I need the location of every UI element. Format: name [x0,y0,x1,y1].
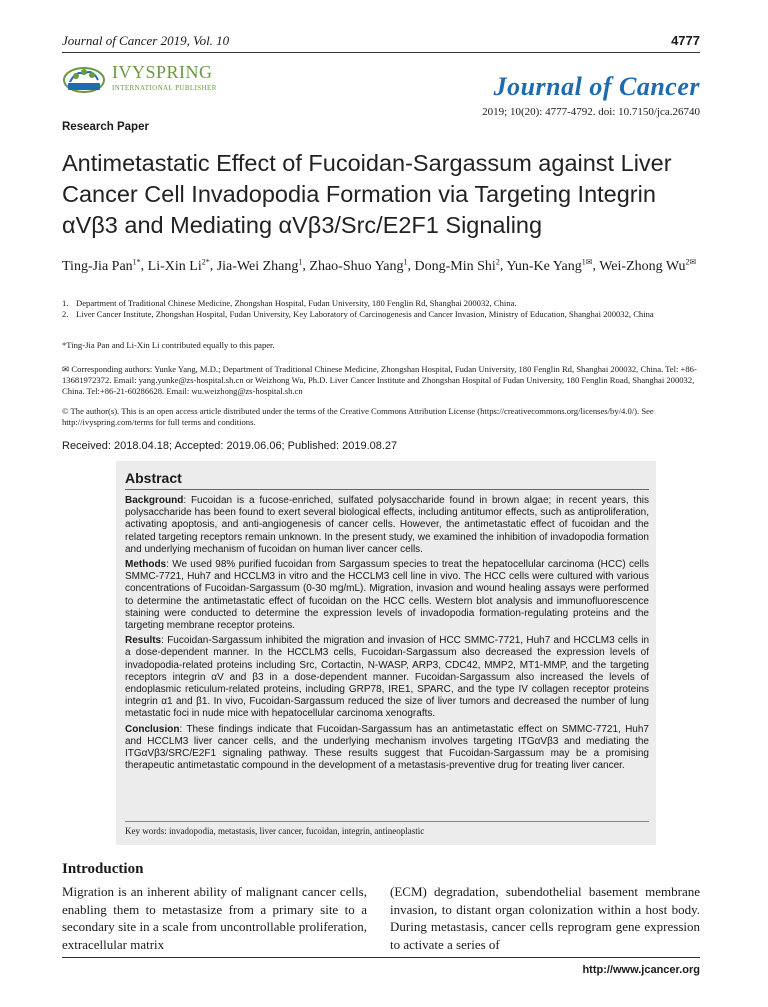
abstract-rule [125,489,649,490]
author-affiliation-mark: 2 [495,257,500,266]
abstract-heading: Abstract [125,470,182,486]
author-name: Wei-Zhong $Wu^{2✉}$ [599,257,697,274]
author-name: Li-Xin $Li^{2*}$ [147,257,210,274]
equal-contribution-note: *Ting-Jia Pan and Li-Xin Li contributed equally to this paper. [62,340,275,350]
affiliation-item: 2. Liver Cancer Institute, Zhongshan Hospital, Fudan University, Key Laboratory of Carcinogenesis and Cancer Invasion, Ministry of Education, Shanghai 200032, China [62,309,654,319]
author-affiliation-mark: 1 [403,257,408,266]
introduction-column-1: Migration is an inherent ability of malignant cancer cells, enabling them to metastasize from a primary site to a secondary site in a scale from uncontrollable proliferation, extracellular matrix [62,884,367,952]
ivyspring-leaf-icon [62,62,106,96]
author-affiliation-mark: 2✉ [685,257,697,266]
author-name: Jia-Wei Zhang$^1$ [216,257,303,274]
author-list: Ting-Jia Pan$^{1*}$, Li-Xin $Li^{2*}$, Jia-Wei Zhang$^1$, Zhao-Shuo Yang$^1$, Dong-Min Shi$^2$, Yun-Ke Yang$^{1✉}$, Wei-Zhong $Wu^{2✉}$ [62,257,697,274]
journal-title: Journal of Cancer [493,72,700,101]
page-number: 4777 [671,33,700,48]
author-affiliation-mark: 1 [298,257,303,266]
affiliation-item: 1. Department of Traditional Chinese Medicine, Zhongshan Hospital, Fudan University, 180 Fenglin Rd, Shanghai 200032, China. [62,298,517,308]
footer-rule [62,957,700,958]
author-affiliation-mark: 1* [132,257,141,266]
abstract-conclusion: Conclusion: These findings indicate that Fucoidan-Sargassum has an antimetastatic effect on SMMC-7721, Huh7 and HCCLM3 liver cancer cells, and the underlying mechanism involves targeting ITGαVβ3 and mediating the ITGαVβ3/SRC/E2F1 signaling pathway. These results suggest that Fucoidan-Sargassum may be a promising therapeutic antimetastatic compound in the development of a metastasis-preventive drug for treating liver cancer. [125,723,649,772]
article-title: Antimetastatic Effect of Fucoidan-Sargassum against Liver Cancer Cell Invadopodia Formation via Targeting Integrin αVβ3 and Mediating αVβ3/Src/E2F1 Signaling [62,150,672,238]
abstract-results: Results: Fucoidan-Sargassum inhibited the migration and invasion of HCC SMMC-7721, Huh7 and HCCLM3 cells in a dose-dependent manner. In the HCCLM3 cells, Fucoidan-Sargassum also decreased the expression levels of invadopodia-related proteins including Src, Cortactin, N-WASP, ARP3, CDC42, MMP2, MT1-MMP, and the targeting receptors integrin αV and β3 in a dose-dependent manner. Fucoidan-Sargassum also increased the levels of endoplasmic reticulum-related proteins, including GRP78, IRE1, SPARC, and the type IV collagen receptor proteins integrin α1 and β1. In vivo, Fucoidan-Sargassum reduced the size of liver tumors and decreased the number of lung metastatic foci in nude mice with hepatocellular carcinoma xenografts. [125,635,649,720]
article-dates: Received: 2018.04.18; Accepted: 2019.06.06; Published: 2019.08.27 [62,440,398,452]
correspondence: ✉ Corresponding authors: Yunke Yang, M.D.; Department of Traditional Chinese Medicine, Zhongshan Hospital, Fudan University, 180 Fenglin Rd, Shanghai 200032, China. Tel: +86-13681972372. Email: yang.yunke@zs-hospital.sh.cn or Weizhong Wu, Ph.D. Liver Cancer Institute and Zhongshan Hospital of Fudan University, 180 Fenglin Road, Shanghai 200032, China. Tel:+86-21-60286628. Email: wu.weizhong@zs-hospital.sh.cn [62,364,697,396]
author-affiliation-mark: 1✉ [581,257,593,266]
header-rule [62,52,700,53]
publisher-logo [62,60,232,100]
running-head: Journal of Cancer 2019, Vol. 10 [62,33,230,48]
abstract-background: Background: Fucoidan is a fucose-enriched, sulfated polysaccharide found in brown algae; in recent years, this polysaccharide has been found to exert several biological effects, including antitumor effects, such as antiproliferation, activating apoptosis, and anti-angiogenesis of cancer cells. However, the antimetastatic effect of fucoidan and the related targeting receptors remain unknown. In the present study, we examined the inhibition of invadopodia formation and underlying mechanism of fucoidan on human liver cancer cells. [125,495,649,555]
author-affiliation-mark: 2* [201,257,210,266]
introduction-heading: Introduction [62,861,144,877]
abstract-body [125,495,649,775]
citation: 2019; 10(20): 4777-4792. doi: 10.7150/jca.26740 [482,106,700,118]
author-name: Yun-Ke Yang$^{1✉}$ [506,257,593,274]
keywords-rule [125,821,649,822]
footer-url[interactable]: http://www.jcancer.org [582,964,700,976]
license-note: © The author(s). This is an open access article distributed under the terms of the Creative Commons Attribution License (https://creativecommons.org/licenses/by/4.0/). See http://ivyspring.com/terms for full terms and conditions. [62,406,654,427]
keywords: Key words: invadopodia, metastasis, liver cancer, fucoidan, integrin, antineoplastic [125,826,425,836]
publisher-subtitle: INTERNATIONAL PUBLISHER [112,84,217,92]
author-name: Ting-Jia Pan$^{1*}$ [62,257,141,274]
article-type: Research Paper [62,121,149,133]
introduction-column-2: (ECM) degradation, subendothelial basement membrane invasion, to distant organ colonization within a host body. During metastasis, cancer cells reprogram gene expression to activate a series of [390,884,700,952]
author-name: Dong-Min Shi$^2$ [414,257,500,274]
publisher-name: IVYSPRING [112,62,213,82]
affiliations [62,298,702,320]
abstract-methods: Methods: We used 98% purified fucoidan from Sargassum species to treat the hepatocellular carcinoma (HCC) cells SMMC-7721, Huh7 and HCCLM3 in vitro and the HCCLM3 cell line in vivo. The HCC cells were cultured with various concentrations of Fucoidan-Sargassum (0-30 mg/mL). Migration, invasion and wound healing assays were performed to determine the antimetastatic effect of fucoidan on the HCC cells. Western blot analysis and immunofluorescence staining were conducted to determine the expression levels of invadopodia formation-regulating proteins and the targeting membrane receptor proteins. [125,559,649,632]
author-name: Zhao-Shuo Yang$^1$ [309,257,408,274]
